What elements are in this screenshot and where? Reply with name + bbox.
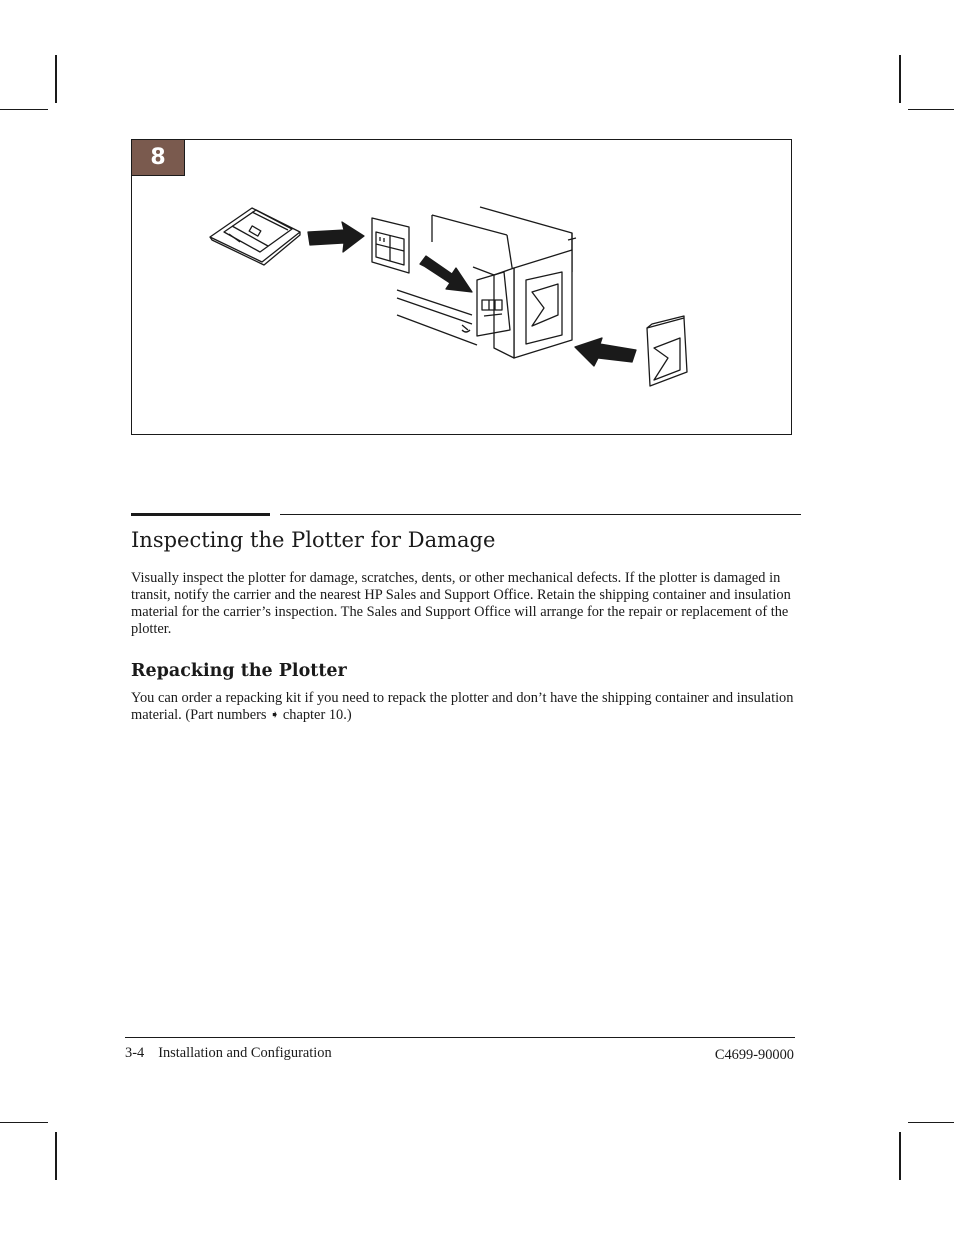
plotter-body-drawing (397, 207, 576, 358)
crop-mark (908, 1122, 954, 1123)
section-title: Inspecting the Plotter for Damage (131, 528, 496, 552)
chapter-reference-text: chapter 10.) (279, 707, 352, 723)
subsection-body-paragraph (131, 690, 801, 724)
plotter-illustration (132, 140, 793, 436)
card-packet-drawing (210, 208, 300, 265)
document-number: C4699-90000 (714, 1047, 794, 1063)
section-rule-thin (280, 514, 801, 515)
section-body-paragraph: Visually inspect the plotter for damage, scratches, dents, or other mechanical defects. If the plotter is damaged in transit, notify the carrier and the nearest HP Sales and Support Office. Retain the shipping container and insulation material for the carrier’s inspection. The Sales and Support Office will arrange for the repair or replacement of the plotter. (131, 570, 791, 637)
figure-panel (131, 139, 792, 435)
right-arrow-bullet-icon: ➧ (270, 709, 280, 721)
footer-left (125, 1045, 332, 1062)
crop-mark (899, 1132, 901, 1180)
subsection-body-text: You can order a repacking kit if you need to repack the plotter and don’t have the shipping container and insulation material. (Part numbers (131, 690, 794, 723)
subsection-title: Repacking the Plotter (131, 661, 347, 681)
crop-mark (55, 55, 57, 103)
section-rule-thick (131, 513, 270, 516)
small-card-drawing (372, 218, 409, 273)
step-number-badge: 8 (132, 140, 185, 176)
arrow-left-shape (575, 338, 636, 366)
crop-mark (908, 109, 954, 110)
crop-mark (899, 55, 901, 103)
chapter-title: Installation and Configuration (158, 1045, 332, 1061)
right-card-drawing (647, 316, 687, 386)
crop-mark (0, 109, 48, 110)
crop-mark (0, 1122, 48, 1123)
arrow-down-right-shape (420, 256, 472, 292)
footer-rule (125, 1037, 795, 1038)
crop-mark (55, 1132, 57, 1180)
page-number: 3-4 (125, 1045, 145, 1061)
arrow-right-shape (308, 222, 364, 252)
